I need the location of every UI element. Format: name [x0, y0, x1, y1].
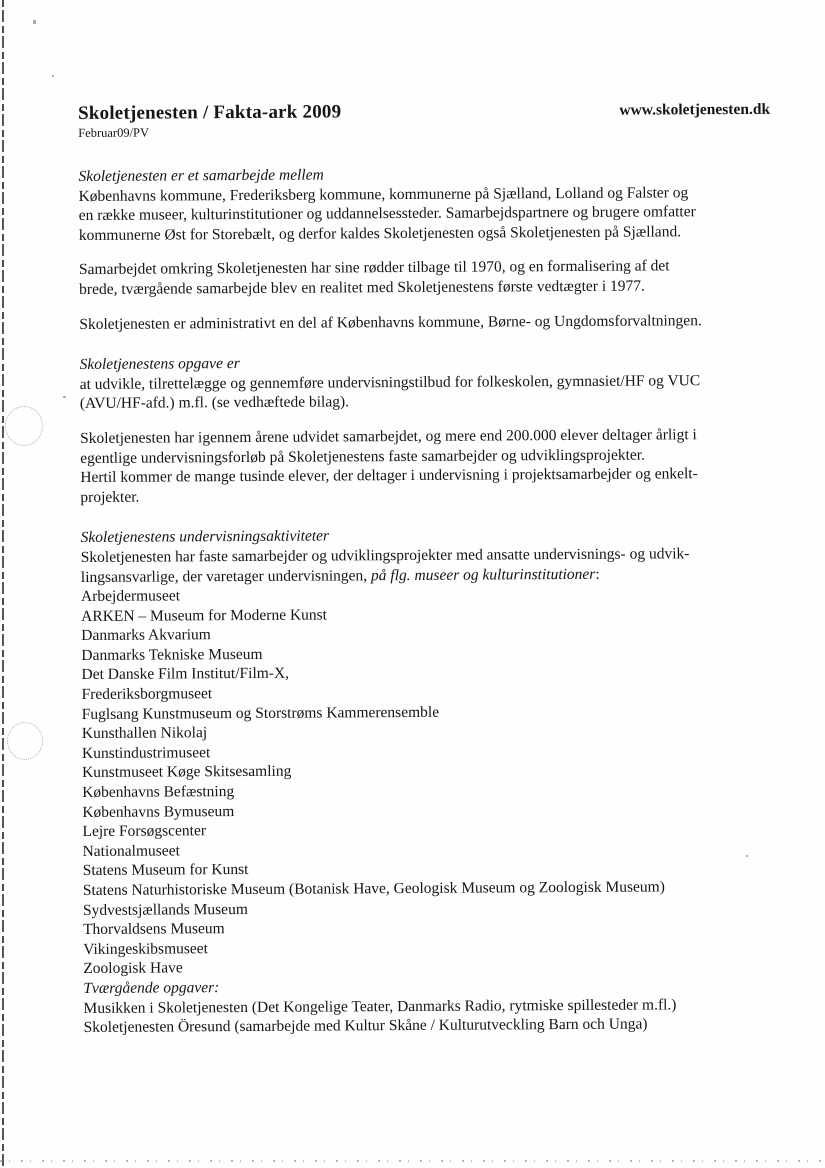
paragraph-line: Skoletjenesten er administrativt en del af Københavns kommune, Børne- og Ungdomsforvaltningen.	[79, 311, 702, 333]
paragraph-line: Hertil kommer de mange tusinde elever, der deltager i undervisning i projektsamarbejder og enkelt-	[80, 465, 698, 487]
paragraph-text-italic: på flg. museer og kulturinstitutioner	[370, 565, 596, 584]
cross-tasks-list	[83, 994, 783, 1037]
paragraph-line: Skoletjenesten har igennem årene udvidet samarbejdet, og mere end 200.000 elever deltager årligt i	[79, 426, 697, 447]
section-intro-heading: Skoletjenesten er et samarbejde mellem	[78, 166, 324, 185]
institution-item: Thorvaldsens Museum	[82, 920, 225, 939]
hole-punch-artifact	[5, 406, 43, 446]
institution-item: Lejre Forsøgscenter	[82, 822, 207, 841]
paragraph-line: kommunerne Øst for Storebælt, og derfor kaldes Skoletjenesten også Skoletjenesten på Sjælland.	[78, 223, 682, 244]
cross-tasks-heading: Tværgående opgaver:	[83, 979, 220, 997]
scan-bottom-dotted-line	[0, 1160, 825, 1162]
institution-item: ARKEN – Museum for Moderne Kunst	[81, 606, 328, 625]
institution-item: Statens Museum for Kunst	[82, 861, 249, 880]
scan-speck	[33, 20, 36, 24]
hole-punch-artifact	[7, 722, 43, 760]
institution-item: Københavns Bymuseum	[82, 802, 235, 821]
institution-item: Det Danske Film Institut/Film-X,	[81, 665, 290, 684]
scan-speck	[52, 75, 54, 77]
institution-item: Københavns Befæstning	[82, 783, 235, 802]
website-url: www.skoletjenesten.dk	[619, 100, 771, 119]
paragraph-line: Københavns kommune, Frederiksberg kommune, kommunerne på Sjælland, Lolland og Falster og	[78, 183, 689, 205]
document-content	[78, 99, 784, 1038]
paragraph-line: Samarbejdet omkring Skoletjenesten har sine rødder tilbage til 1970, og en formalisering af det	[78, 257, 670, 279]
section-activities-heading: Skoletjenestens undervisningsaktiviteter	[80, 527, 330, 547]
section-task-heading: Skoletjenestens opgave er	[79, 355, 240, 374]
institution-item: Danmarks Akvarium	[81, 626, 211, 645]
title-block	[78, 101, 341, 141]
masthead	[78, 99, 778, 141]
institution-item: Vikingeskibsmuseet	[83, 940, 209, 958]
institution-item: Kunsthallen Nikolaj	[81, 724, 208, 743]
section-roots	[79, 256, 779, 299]
institution-item: Danmarks Tekniske Museum	[81, 645, 263, 664]
scan-edge-artifact	[2, 0, 4, 1168]
institution-item: Arbejdermuseet	[80, 587, 181, 606]
section-growth	[80, 425, 780, 508]
paragraph-text: :	[595, 565, 600, 583]
paragraph-line: at udvikle, tilrettelægge og gennemføre undervisningstilbud for folkeskolen, gymnasiet/HF og VUC	[79, 371, 701, 393]
paragraph-line: projekter.	[80, 488, 140, 506]
document-date-reference: Februar09/PV	[78, 125, 150, 140]
section-activities	[81, 524, 784, 1038]
institution-item: Zoologisk Have	[83, 959, 183, 978]
paragraph-line: brede, tværgående samarbejde blev en realitet med Skoletjenestens første vedtægter i 1977.	[79, 277, 645, 298]
document-title: Skoletjenesten / Fakta-ark 2009	[78, 101, 342, 124]
paragraph-text: lingsansvarlige, der varetager undervisningen,	[80, 566, 372, 586]
paragraph-line: (AVU/HF-afd.) m.fl. (se vedhæftede bilag).	[79, 393, 350, 413]
institution-list	[81, 583, 783, 979]
cross-task-item: Skoletjenesten Öresund (samarbejde med Kultur Skåne / Kulturutveckling Barn och Unga)	[83, 1015, 648, 1037]
scan-speck	[63, 396, 66, 398]
document-body	[78, 163, 783, 1038]
institution-item: Kunstmuseet Køge Skitsesamling	[82, 763, 292, 782]
institution-item: Fuglsang Kunstmuseum og Storstrøms Kammerensemble	[81, 703, 440, 723]
section-admin	[79, 310, 779, 334]
paragraph-line: en række museer, kulturinstitutioner og uddannelsessteder. Samarbejdspartnere og brugere omfatter	[78, 203, 696, 225]
institution-item: Sydvestsjællands Museum	[82, 900, 248, 919]
institution-item: Statens Naturhistoriske Museum (Botanisk Have, Geologisk Museum og Zoologisk Museum)	[82, 878, 665, 899]
institution-item: Kunstindustrimuseet	[81, 744, 211, 762]
institution-item: Frederiksborgmuseet	[81, 685, 213, 704]
cross-task-item: Musikken i Skoletjenesten (Det Kongelige Teater, Danmarks Radio, rytmiske spillesteder m.fl.)	[83, 995, 677, 1017]
section-task	[80, 351, 780, 414]
section-intro	[78, 163, 778, 246]
paragraph-line: egentlige undervisningsforløb på Skoletjenestens faste samarbejder og udviklingsprojekter.	[80, 446, 645, 467]
paragraph-line: Skoletjenesten har faste samarbejder og udviklingsprojekter med ansatte undervisnings- og udvik-	[80, 545, 690, 566]
institution-item: Nationalmuseet	[82, 842, 180, 860]
